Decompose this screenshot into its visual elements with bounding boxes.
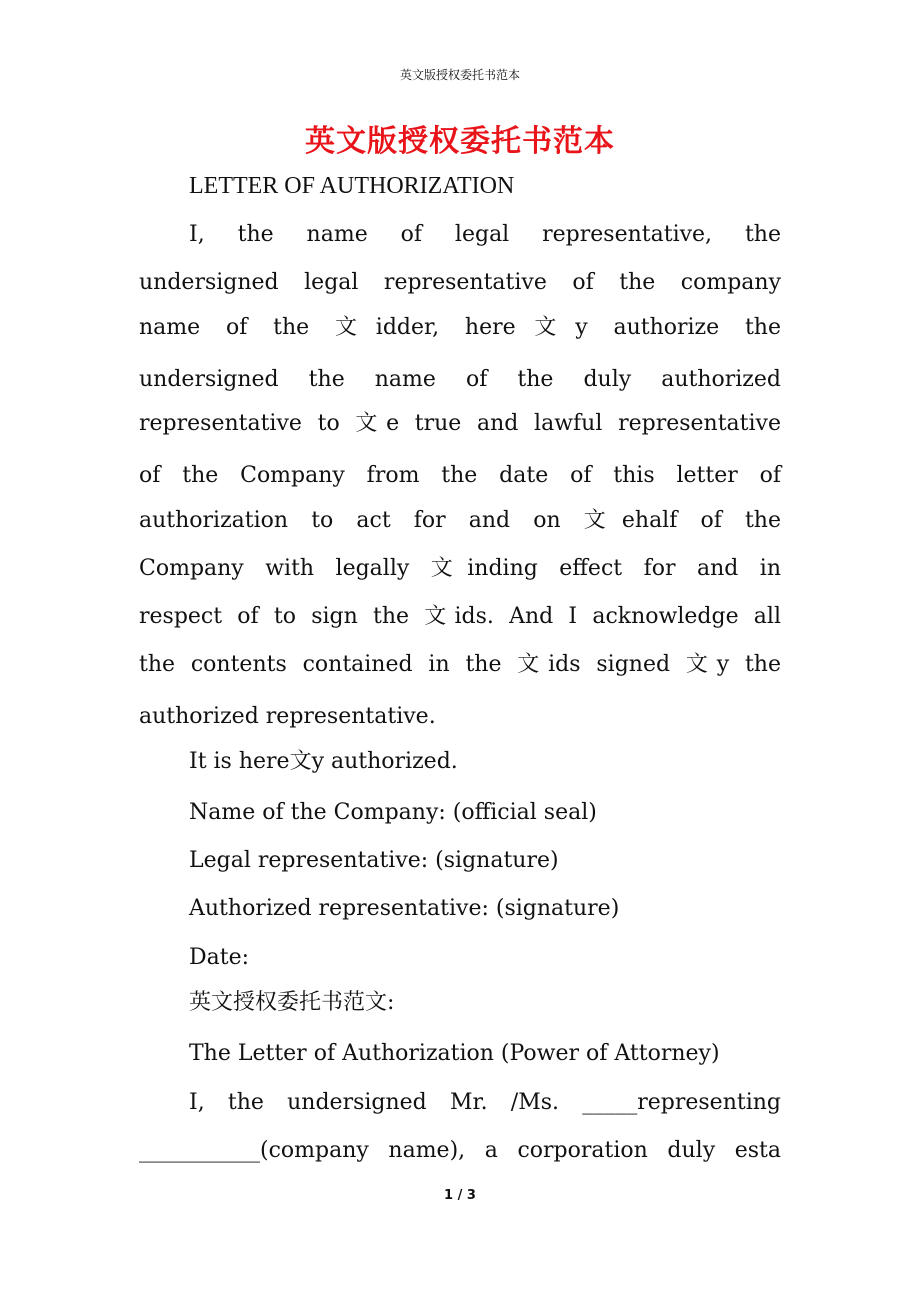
paragraph-line: name of the 文idder, here文y authorize the — [139, 315, 781, 340]
paragraph-line: I, the undersigned Mr. /Ms. _____representing — [189, 1090, 781, 1115]
paragraph-line: The Letter of Authorization (Power of Attorney) — [189, 1041, 720, 1066]
paragraph-line: I, the name of legal representative, the — [189, 222, 781, 247]
paragraph-line: of the Company from the date of this letter of — [139, 463, 781, 488]
paragraph-line: Company with legally 文inding effect for and in — [139, 556, 781, 581]
paragraph-line: ___________(company name), a corporation duly esta — [139, 1138, 781, 1163]
paragraph-line: the contents contained in the 文ids signed 文y the — [139, 652, 781, 677]
section-heading: LETTER OF AUTHORIZATION — [189, 173, 515, 199]
paragraph-line: Name of the Company: (official seal) — [189, 800, 597, 825]
paragraph-line: Legal representative: (signature) — [189, 848, 559, 873]
paragraph-line: authorized representative. — [139, 704, 436, 729]
paragraph-line: 英文授权委托书范文: — [189, 990, 395, 1015]
paragraph-line: Date: — [189, 945, 250, 970]
page-header: 英文版授权委托书范本 — [399, 68, 520, 82]
paragraph-line: Authorized representative: (signature) — [189, 896, 620, 921]
paragraph-line: It is here文y authorized. — [189, 749, 458, 774]
paragraph-line: respect of to sign the 文ids. And I acknowledge all — [139, 604, 781, 629]
paragraph-line: undersigned the name of the duly authorized — [139, 367, 781, 392]
document-title: 英文版授权委托书范本 — [305, 124, 615, 159]
paragraph-line: representative to 文e true and lawful representative — [139, 411, 781, 436]
page-number: 1 / 3 — [444, 1188, 476, 1203]
paragraph-line: authorization to act for and on 文ehalf of the — [139, 508, 781, 533]
paragraph-line: undersigned legal representative of the company — [139, 270, 781, 295]
